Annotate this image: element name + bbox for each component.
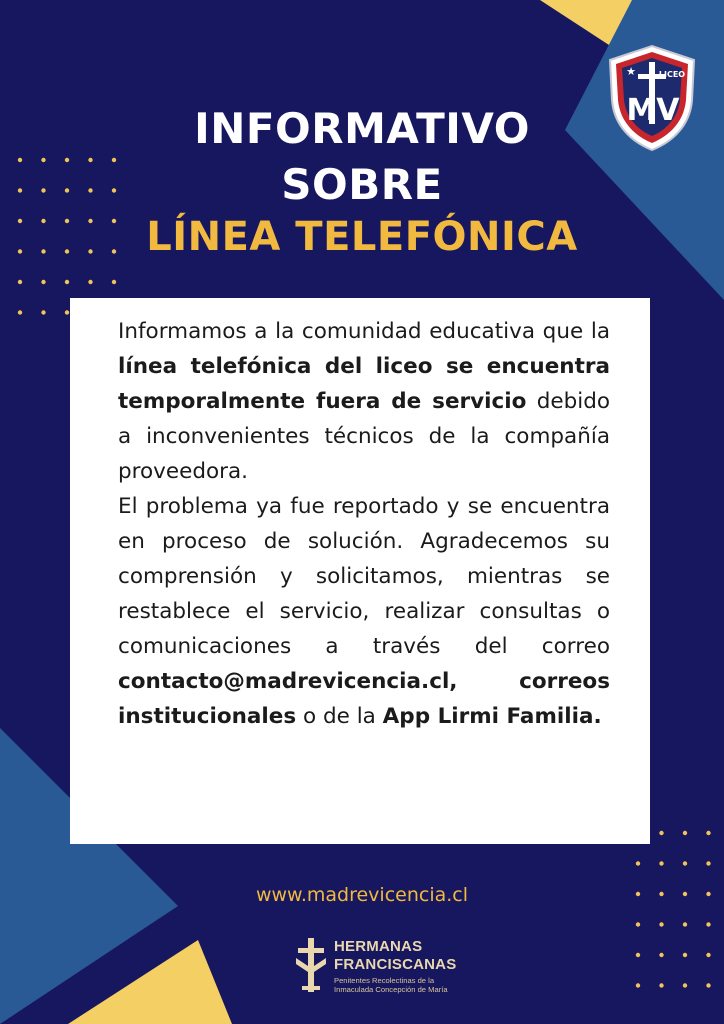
decor-dot (65, 158, 69, 162)
decor-dot (659, 922, 663, 926)
decor-dot (41, 280, 45, 284)
notice-text-run: línea telefónica del liceo se encuentra temporalmente fuera de servicio (118, 354, 610, 414)
decor-dot (683, 861, 687, 865)
notice-text-run: o de la (296, 704, 383, 729)
decor-dot (18, 249, 22, 253)
decor-dot (683, 953, 687, 957)
franciscan-cross-icon (292, 936, 330, 994)
notice-text-run: contacto@madrevicencia.cl, correos institucionales (118, 669, 610, 729)
notice-body (118, 314, 610, 734)
title-line-3: LÍNEA TELEFÓNICA (146, 214, 578, 260)
decor-dot (706, 922, 710, 926)
decor-dot (636, 983, 640, 987)
congregation-name-line-2: FRANCISCANAS (334, 956, 457, 973)
notice-paragraph-1 (118, 314, 610, 489)
decor-dot (18, 188, 22, 192)
decor-dot (683, 983, 687, 987)
decor-dot (41, 310, 45, 314)
title-line-2: SOBRE (281, 160, 443, 209)
decor-dot (659, 983, 663, 987)
decor-dot (706, 831, 710, 835)
decor-dot (18, 219, 22, 223)
decor-dot (112, 280, 116, 284)
decor-dot (41, 188, 45, 192)
decor-dot (636, 922, 640, 926)
decor-dot (659, 831, 663, 835)
decor-dot (18, 310, 22, 314)
notice-paragraph-2 (118, 489, 610, 734)
decor-dot (88, 280, 92, 284)
congregation-subtitle-line-2: Inmaculada Concepción de María (334, 985, 448, 994)
congregation-name-line-1: HERMANAS (334, 938, 423, 955)
decor-dot (65, 249, 69, 253)
notice-text-run: debido a inconvenientes técnicos de la compañía proveedora. (118, 389, 610, 484)
svg-text:★: ★ (626, 65, 636, 78)
decor-dot (65, 310, 69, 314)
decor-dot (706, 861, 710, 865)
decor-dot (706, 953, 710, 957)
congregation-subtitle-line-1: Penitentes Recolectinas de la (334, 976, 435, 985)
crest-monogram: MV (626, 93, 680, 128)
congregation-logo (292, 936, 462, 996)
decor-dot (683, 831, 687, 835)
notice-text-run: Informamos a la comunidad educativa que la (118, 319, 610, 344)
notice-card (70, 298, 650, 844)
title-line-1: INFORMATIVO (194, 104, 530, 153)
decor-dot (659, 953, 663, 957)
decor-dot (18, 280, 22, 284)
decor-dot (636, 861, 640, 865)
website-link[interactable]: www.madrevicencia.cl (255, 884, 469, 906)
decor-dot (659, 861, 663, 865)
decor-dot (41, 219, 45, 223)
decor-dot (683, 922, 687, 926)
notice-text-run: App Lirmi Familia. (382, 704, 602, 729)
decor-dot (65, 188, 69, 192)
notice-text-run: El problema ya fue reportado y se encuentra en proceso de solución. Agradecemos su comprensión y solicitamos, mientras se restablece el servicio, realizar consultas o comunicaciones a través del correo (118, 494, 610, 659)
decor-dot (41, 158, 45, 162)
decor-dot (706, 983, 710, 987)
decor-dot (41, 249, 45, 253)
decor-dot (65, 280, 69, 284)
crest-label: LICEO (658, 70, 686, 79)
dot-grid-right (636, 831, 711, 988)
decor-dot (18, 158, 22, 162)
decor-dot (636, 953, 640, 957)
decor-dot (65, 219, 69, 223)
